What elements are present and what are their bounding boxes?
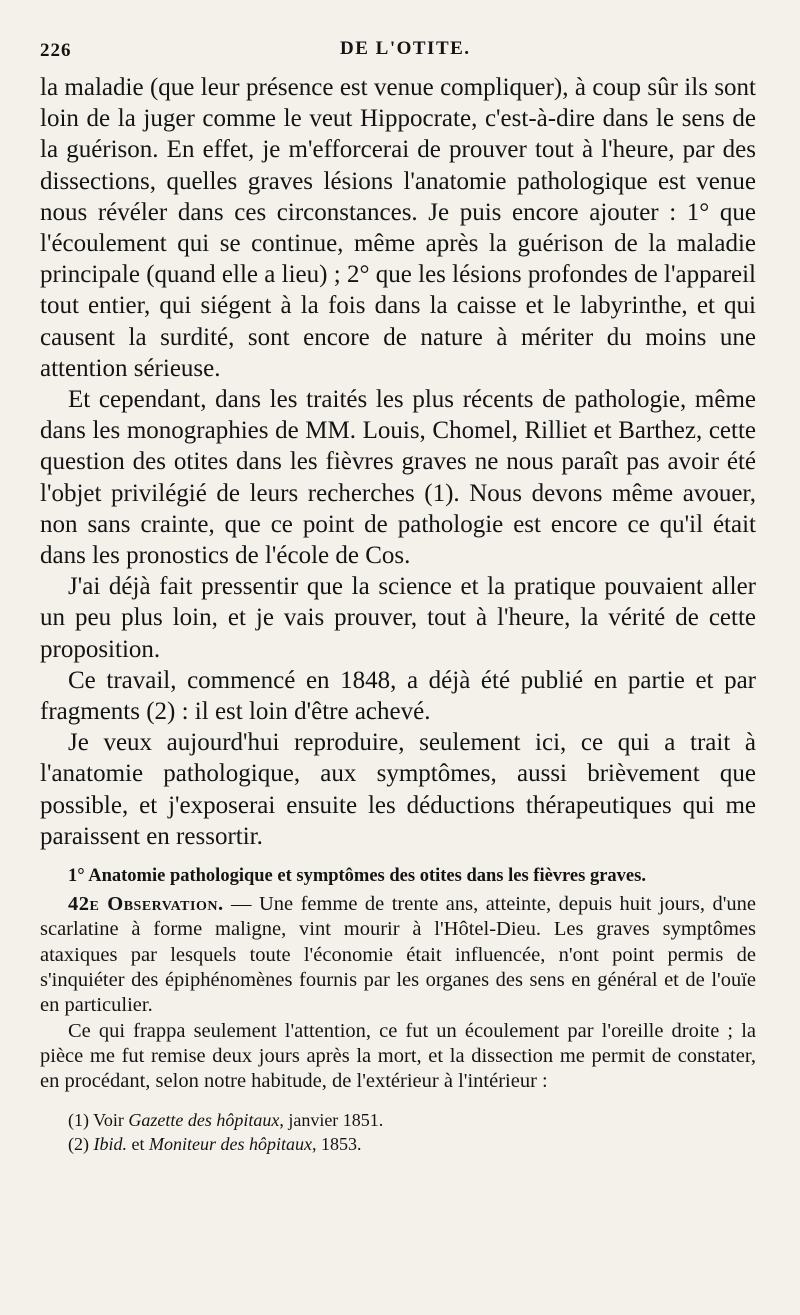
running-head: [40, 38, 756, 66]
footnote: [68, 1132, 756, 1156]
main-text: [40, 72, 756, 852]
observation-block: [40, 892, 756, 1094]
observation-label: 42e Observation.: [68, 893, 224, 916]
footnote-marker: (1) Voir: [68, 1110, 129, 1131]
footnotes: [68, 1108, 756, 1156]
footnote-rest: , janvier 1851.: [279, 1110, 384, 1131]
paragraph: J'ai déjà fait pressentir que la science et la pratique pouvaient aller un peu plus loin, et je vais prouver, tout à l'heure, la vérité de cette proposition.: [40, 573, 756, 663]
observation-text: — Une femme de trente ans, atteinte, depuis huit jours, d'une scarlatine à forme maligne, vint mourir à l'Hôtel-Dieu. Les graves symptômes ataxiques par lesquels toute l'économie était influencée, n'ont point permis de s'inquiéter des épiphénomènes fournis par les organes des sens en général et de l'ouïe en particulier.: [40, 893, 756, 1017]
footnote-source: Moniteur des hôpitaux: [149, 1134, 312, 1155]
paragraph: Et cependant, dans les traités les plus récents de pathologie, même dans les monographies de MM. Louis, Chomel, Rilliet et Barthez, cette question des otites dans les fièvres graves ne nous paraît pas avoir été l'objet privilégié de leurs recherches (1). Nous devons même avouer, non sans crainte, que ce point de pathologie est encore ce qu'il était dans les pronostics de l'école de Cos.: [40, 386, 756, 570]
paragraph: Ce travail, commencé en 1848, a déjà été publié en partie et par fragments (2) : il est loin d'être achevé.: [40, 666, 756, 726]
page-number: 226: [40, 40, 72, 61]
paragraph: la maladie (que leur présence est venue compliquer), à coup sûr ils sont loin de la juger comme le veut Hippocrate, c'est-à-dire dans le sens de la guérison. En effet, je m'efforcerai de prouver tout à l'heure, par des dissections, quelles graves lésions l'anatomie pathologique est venue nous révéler dans ces circonstances. Je puis encore ajouter : 1° que l'écoulement qui se continue, même après la guérison de la maladie principale (quand elle a lieu) ; 2° que les lésions profondes de l'appareil tout entier, qui siégent à la fois dans la caisse et le labyrinthe, et qui causent la surdité, sont encore de nature à mériter du moins une attention sérieuse.: [40, 74, 756, 382]
paragraph: Je veux aujourd'hui reproduire, seulement ici, ce qui a trait à l'anatomie pathologique, aux symptômes, aussi brièvement que possible, et j'exposerai ensuite les déductions thérapeutiques qui me paraissent en ressortir.: [40, 729, 756, 850]
running-title: DE L'OTITE.: [340, 38, 471, 59]
footnote-source: Gazette des hôpitaux: [128, 1110, 280, 1131]
section-heading: 1° Anatomie pathologique et symptômes des otites dans les fièvres graves.: [68, 866, 646, 887]
observation-paragraph: Ce qui frappa seulement l'attention, ce fut un écoulement par l'oreille droite ; la pièce me fut remise deux jours après la mort, et la dissection me permit de constater, en procédant, selon notre habitude, de l'extérieur à l'intérieur :: [40, 1019, 756, 1093]
footnote: [68, 1108, 756, 1132]
footnote-rest: , 1853.: [311, 1134, 362, 1155]
observation-paragraph: [40, 892, 756, 1018]
footnote-marker: (2): [68, 1134, 94, 1155]
footnote-source: Ibid.: [93, 1134, 127, 1155]
footnote-connector: et: [127, 1134, 149, 1155]
